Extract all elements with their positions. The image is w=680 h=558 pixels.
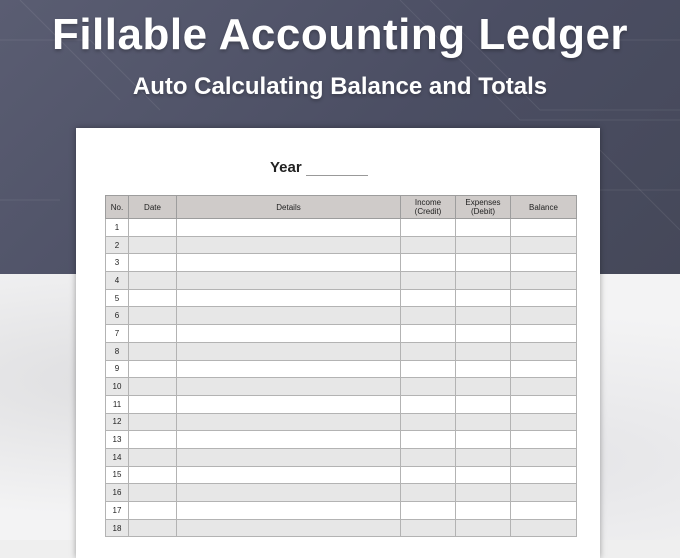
date-cell[interactable] [129,484,177,502]
income-cell[interactable] [401,360,456,378]
table-row [106,378,577,396]
income-cell[interactable] [401,378,456,396]
row-number: 10 [106,378,129,396]
expenses-cell[interactable] [456,254,511,272]
expenses-cell[interactable] [456,413,511,431]
row-number: 1 [106,219,129,237]
expenses-label: Expenses [465,198,501,207]
table-row [106,502,577,520]
table-row [106,219,577,237]
income-cell[interactable] [401,272,456,290]
table-row [106,431,577,449]
table-row [106,360,577,378]
details-cell[interactable] [177,466,401,484]
date-cell[interactable] [129,325,177,343]
column-header-balance: Balance [511,196,577,219]
table-row [106,289,577,307]
expenses-cell[interactable] [456,519,511,537]
date-cell[interactable] [129,307,177,325]
balance-cell [511,395,577,413]
column-header-details: Details [177,196,401,219]
date-cell[interactable] [129,395,177,413]
expenses-cell[interactable] [456,307,511,325]
row-number: 16 [106,484,129,502]
column-header-no: No. [106,196,129,219]
date-cell[interactable] [129,413,177,431]
expenses-cell[interactable] [456,360,511,378]
row-number: 11 [106,395,129,413]
row-number: 3 [106,254,129,272]
ledger-body [106,219,577,537]
column-header-income [401,196,456,219]
balance-cell [511,307,577,325]
row-number: 7 [106,325,129,343]
details-cell[interactable] [177,254,401,272]
balance-cell [511,378,577,396]
details-cell[interactable] [177,272,401,290]
table-header-row [106,196,577,219]
balance-cell [511,236,577,254]
column-header-expenses [456,196,511,219]
year-label: Year [270,159,302,176]
row-number: 2 [106,236,129,254]
income-cell[interactable] [401,342,456,360]
page-title: Fillable Accounting Ledger [51,10,629,59]
balance-cell [511,219,577,237]
row-number: 12 [106,413,129,431]
row-number: 9 [106,360,129,378]
ledger-table [105,195,577,537]
details-cell[interactable] [177,342,401,360]
year-field[interactable] [306,175,368,176]
expenses-sublabel: (Debit) [470,207,495,216]
balance-cell [511,448,577,466]
date-cell[interactable] [129,431,177,449]
income-cell[interactable] [401,395,456,413]
table-row [106,484,577,502]
table-row [106,448,577,466]
income-cell[interactable] [401,519,456,537]
ledger-sheet [76,128,600,558]
income-sublabel: (Credit) [414,207,442,216]
table-row [106,413,577,431]
details-cell[interactable] [177,431,401,449]
income-cell[interactable] [401,307,456,325]
income-cell[interactable] [401,219,456,237]
table-row [106,519,577,537]
date-cell[interactable] [129,219,177,237]
balance-cell [511,342,577,360]
expenses-cell[interactable] [456,502,511,520]
expenses-cell[interactable] [456,378,511,396]
details-cell[interactable] [177,360,401,378]
balance-cell [511,360,577,378]
details-cell[interactable] [177,219,401,237]
row-number: 13 [106,431,129,449]
balance-cell [511,431,577,449]
expenses-cell[interactable] [456,272,511,290]
row-number: 14 [106,448,129,466]
balance-cell [511,484,577,502]
income-cell[interactable] [401,466,456,484]
date-cell[interactable] [129,236,177,254]
details-cell[interactable] [177,502,401,520]
table-row [106,395,577,413]
table-row [106,466,577,484]
table-row [106,342,577,360]
date-cell[interactable] [129,272,177,290]
date-cell[interactable] [129,360,177,378]
details-cell[interactable] [177,307,401,325]
income-cell[interactable] [401,484,456,502]
date-cell[interactable] [129,289,177,307]
details-cell[interactable] [177,519,401,537]
balance-cell [511,325,577,343]
income-cell[interactable] [401,448,456,466]
table-row [106,307,577,325]
row-number: 18 [106,519,129,537]
income-cell[interactable] [401,431,456,449]
expenses-cell[interactable] [456,236,511,254]
date-cell[interactable] [129,448,177,466]
table-row [106,325,577,343]
expenses-cell[interactable] [456,466,511,484]
income-cell[interactable] [401,325,456,343]
date-cell[interactable] [129,502,177,520]
date-cell[interactable] [129,342,177,360]
balance-cell [511,466,577,484]
income-label: Income [414,198,442,207]
balance-cell [511,519,577,537]
table-row [106,272,577,290]
details-cell[interactable] [177,484,401,502]
income-cell[interactable] [401,289,456,307]
row-number: 4 [106,272,129,290]
balance-cell [511,413,577,431]
row-number: 8 [106,342,129,360]
details-cell[interactable] [177,448,401,466]
column-header-date: Date [129,196,177,219]
details-cell[interactable] [177,236,401,254]
details-cell[interactable] [177,289,401,307]
details-cell[interactable] [177,378,401,396]
expenses-cell[interactable] [456,395,511,413]
row-number: 17 [106,502,129,520]
balance-cell [511,502,577,520]
date-cell[interactable] [129,466,177,484]
table-row [106,254,577,272]
expenses-cell[interactable] [456,342,511,360]
expenses-cell[interactable] [456,484,511,502]
expenses-cell[interactable] [456,219,511,237]
row-number: 5 [106,289,129,307]
table-row [106,236,577,254]
income-cell[interactable] [401,502,456,520]
date-cell[interactable] [129,378,177,396]
details-cell[interactable] [177,325,401,343]
income-cell[interactable] [401,236,456,254]
income-cell[interactable] [401,254,456,272]
expenses-cell[interactable] [456,448,511,466]
row-number: 6 [106,307,129,325]
details-cell[interactable] [177,395,401,413]
date-cell[interactable] [129,519,177,537]
date-cell[interactable] [129,254,177,272]
expenses-cell[interactable] [456,431,511,449]
expenses-cell[interactable] [456,325,511,343]
balance-cell [511,289,577,307]
row-number: 15 [106,466,129,484]
details-cell[interactable] [177,413,401,431]
page-subtitle: Auto Calculating Balance and Totals [132,73,548,100]
income-cell[interactable] [401,413,456,431]
expenses-cell[interactable] [456,289,511,307]
balance-cell [511,254,577,272]
balance-cell [511,272,577,290]
